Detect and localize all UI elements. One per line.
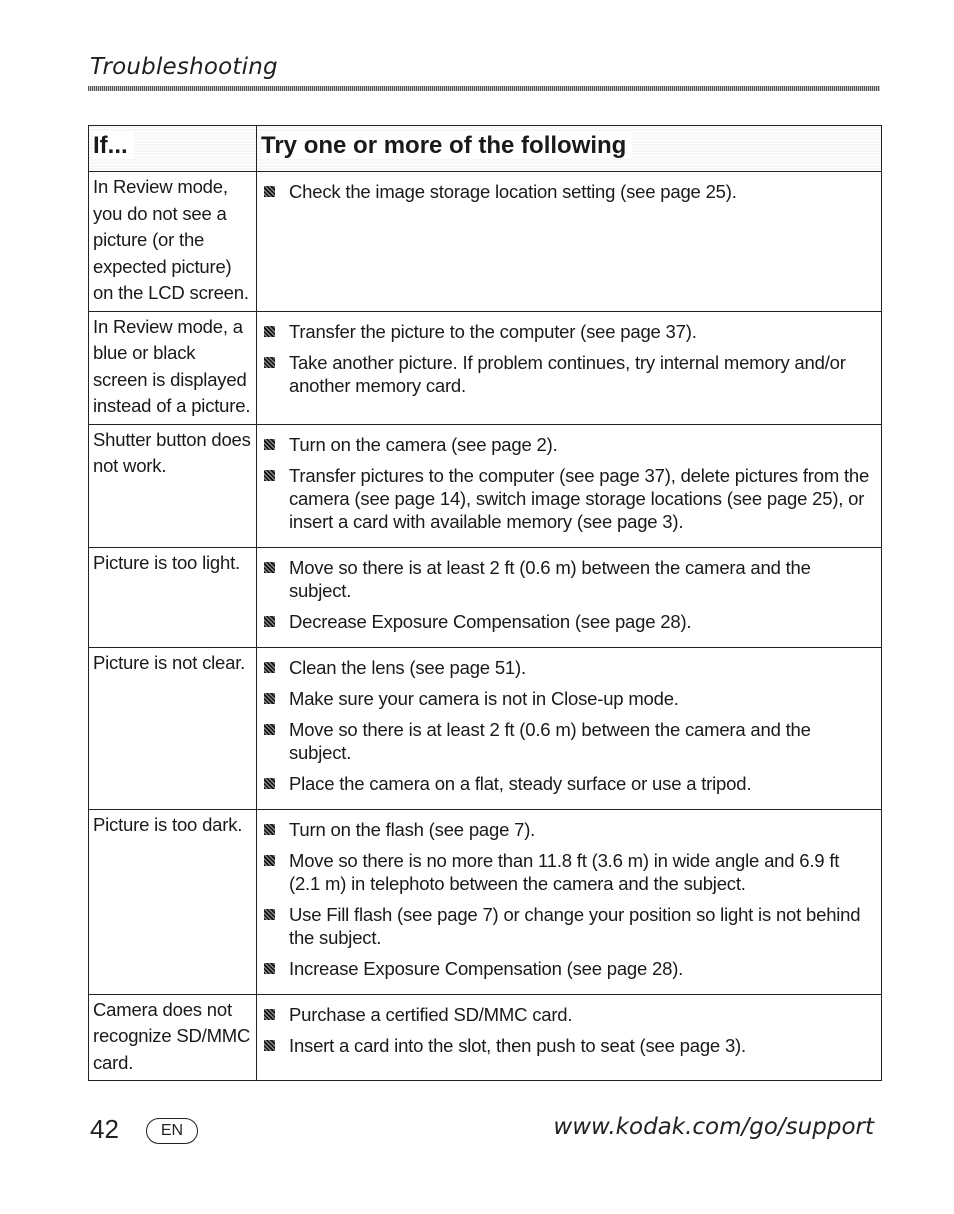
bullet-icon (263, 1003, 289, 1026)
solution-text: Place the camera on a flat, steady surface or use a tripod. (289, 772, 752, 794)
table-row (89, 994, 882, 1081)
bullet-icon (263, 1034, 289, 1057)
solution-item (263, 464, 875, 533)
solution-item (263, 718, 875, 764)
bullet-icon (263, 433, 289, 456)
table-row (89, 172, 882, 312)
column-header-if-label: If... (93, 132, 134, 159)
solution-text: Check the image storage location setting (see page 25). (289, 181, 737, 202)
solutions-cell (257, 647, 882, 809)
solution-item (263, 818, 875, 841)
bullet-icon (263, 351, 289, 397)
solution-item (263, 772, 875, 795)
solution-text: Take another picture. If problem continues, try internal memory and/or another memory card. (289, 351, 846, 396)
bullet-icon (263, 180, 289, 203)
table-row (89, 424, 882, 547)
solution-item (263, 180, 875, 203)
condition-cell: Shutter button does not work. (89, 424, 257, 547)
solution-text: Transfer pictures to the computer (see page 37), delete pictures from the camera (see page 14), switch image storage locations (see page 25), or insert a card with available memory (see page 3). (289, 464, 870, 532)
bullet-icon (263, 556, 289, 602)
solutions-cell (257, 994, 882, 1081)
solution-text: Make sure your camera is not in Close-up mode. (289, 687, 679, 709)
bullet-icon (263, 656, 289, 679)
solution-text: Turn on the camera (see page 2). (289, 433, 558, 455)
solution-text: Move so there is at least 2 ft (0.6 m) between the camera and the subject. (289, 718, 811, 763)
solutions-cell (257, 311, 882, 424)
column-header-try (257, 126, 882, 172)
condition-cell: Picture is too dark. (89, 809, 257, 994)
solution-text: Insert a card into the slot, then push to seat (see page 3). (289, 1034, 746, 1056)
table-body (89, 172, 882, 1081)
bullet-icon (263, 718, 289, 764)
solutions-cell (257, 424, 882, 547)
bullet-icon (263, 903, 289, 949)
solution-item (263, 656, 875, 679)
bullet-icon (263, 687, 289, 710)
table-row (89, 809, 882, 994)
page-header-title: Troubleshooting (90, 54, 278, 80)
solution-text: Purchase a certified SD/MMC card. (289, 1003, 573, 1025)
solution-text: Transfer the picture to the computer (see page 37). (289, 320, 697, 342)
solution-text: Use Fill flash (see page 7) or change your position so light is not behind the subject. (289, 903, 861, 948)
table-row (89, 311, 882, 424)
solutions-cell (257, 547, 882, 647)
solution-item (263, 1003, 875, 1026)
solution-item (263, 957, 875, 980)
solution-text: Decrease Exposure Compensation (see page 28). (289, 610, 692, 632)
condition-cell: Picture is too light. (89, 547, 257, 647)
condition-cell: In Review mode, a blue or black screen is displayed instead of a picture. (89, 311, 257, 424)
solutions-cell (257, 809, 882, 994)
solution-item (263, 556, 875, 602)
support-url[interactable]: www.kodak.com/go/support (553, 1114, 874, 1140)
solution-text: Move so there is at least 2 ft (0.6 m) between the camera and the subject. (289, 556, 811, 601)
bullet-icon (263, 818, 289, 841)
language-badge: EN (146, 1118, 198, 1144)
condition-cell: Picture is not clear. (89, 647, 257, 809)
solution-item (263, 687, 875, 710)
troubleshooting-table (88, 125, 882, 1081)
solution-item (263, 320, 875, 343)
solution-item (263, 351, 875, 397)
page-number: 42 (90, 1114, 119, 1144)
table-row (89, 647, 882, 809)
bullet-icon (263, 849, 289, 895)
solution-text: Clean the lens (see page 51). (289, 656, 526, 678)
condition-cell: Camera does not recognize SD/MMC card. (89, 994, 257, 1081)
column-header-try-label: Try one or more of the following (261, 132, 632, 159)
solution-item (263, 433, 875, 456)
solution-item (263, 903, 875, 949)
bullet-icon (263, 610, 289, 633)
column-header-if (89, 126, 257, 172)
bullet-icon (263, 320, 289, 343)
table-row (89, 547, 882, 647)
condition-cell: In Review mode, you do not see a picture (or the expected picture) on the LCD screen. (89, 172, 257, 312)
header-divider (88, 86, 880, 91)
solution-text: Move so there is no more than 11.8 ft (3.6 m) in wide angle and 6.9 ft (2.1 m) in telephoto between the camera and the subject. (289, 849, 840, 894)
bullet-icon (263, 957, 289, 980)
table-header-row (89, 126, 882, 172)
bullet-icon (263, 464, 289, 533)
solution-item (263, 610, 875, 633)
solution-text: Increase Exposure Compensation (see page 28). (289, 957, 684, 979)
solution-item (263, 849, 875, 895)
solution-item (263, 1034, 875, 1057)
solution-text: Turn on the flash (see page 7). (289, 818, 536, 840)
bullet-icon (263, 772, 289, 795)
solutions-cell (257, 172, 882, 312)
